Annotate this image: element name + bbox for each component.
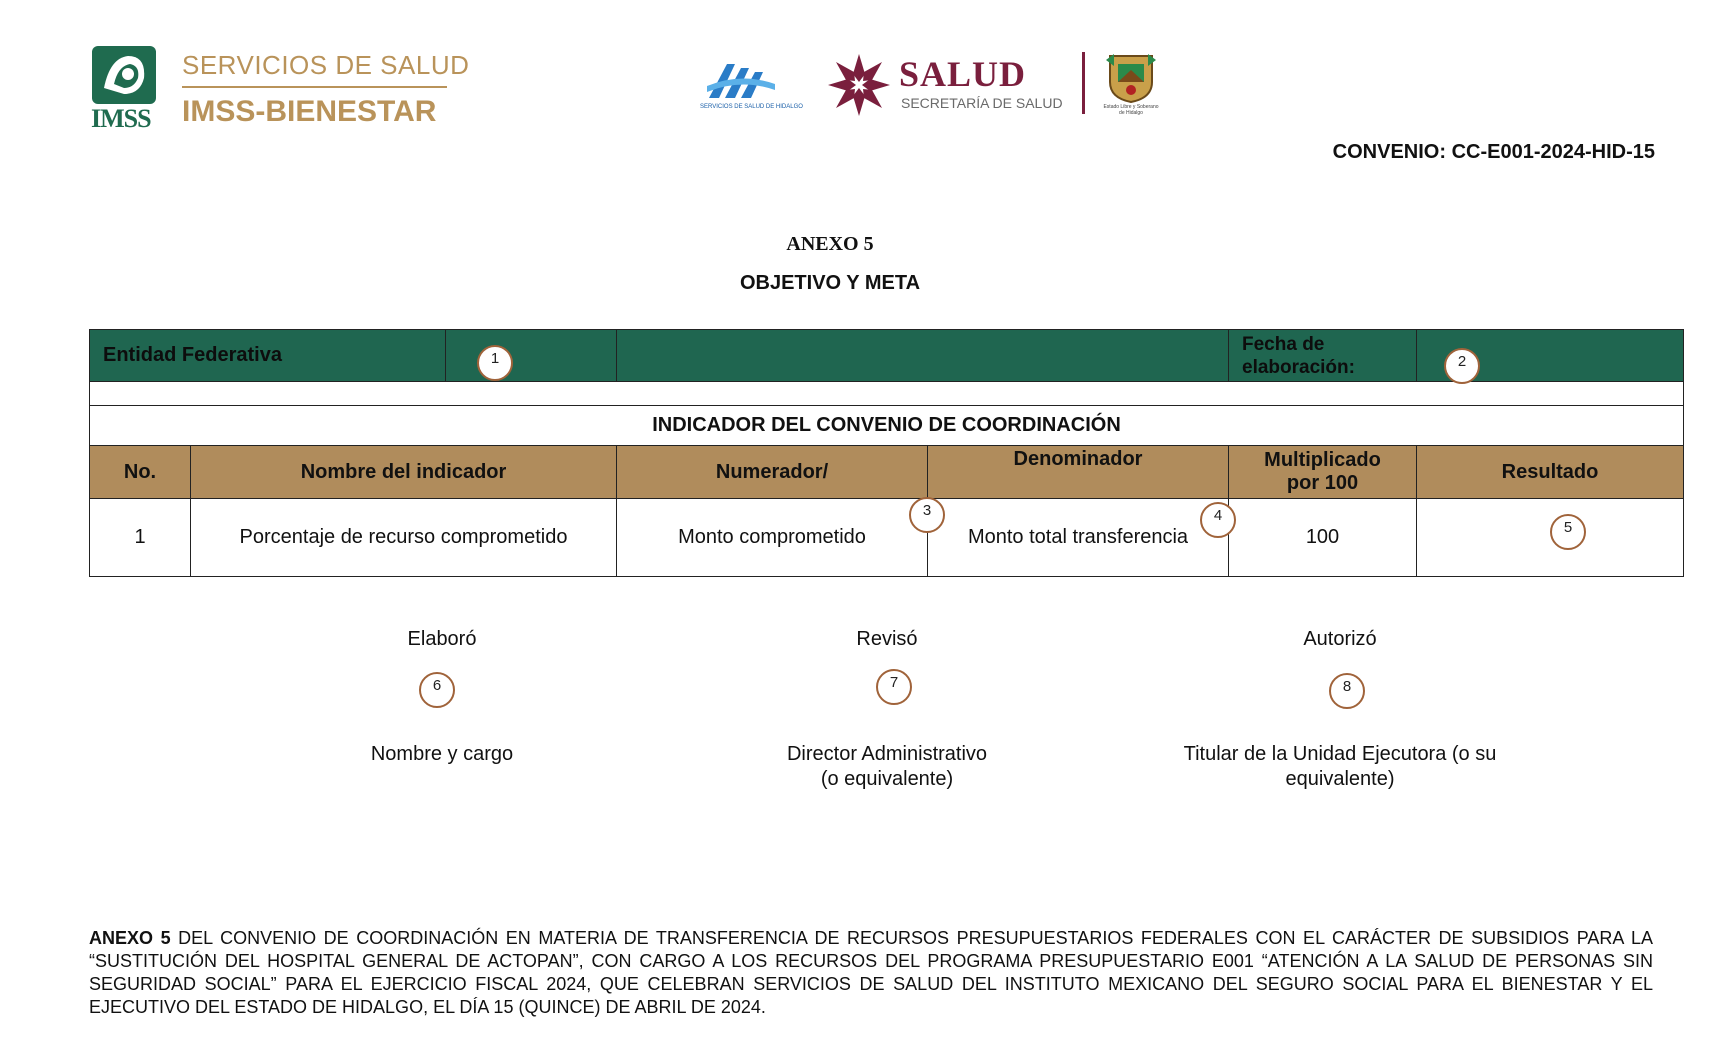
reviso-role (737, 742, 1037, 792)
marker-1: 1 (477, 345, 513, 381)
footer-lead: ANEXO 5 (89, 928, 171, 948)
spacer-cell (90, 382, 1684, 406)
imss-brand-divider (182, 86, 447, 88)
convenio-number: CONVENIO: CC-E001-2024-HID-15 (1332, 141, 1655, 163)
ssh-logo-icon (705, 58, 777, 104)
anexo-title: ANEXO 5 (786, 233, 874, 255)
elaboro-label: Elaboró (407, 628, 477, 650)
autorizo-role-line2: equivalente) (1285, 768, 1395, 790)
fecha-label-cell (1229, 330, 1417, 382)
header-no: No. (90, 446, 191, 499)
entidad-row (90, 330, 1684, 382)
reviso-role-line2: (o equivalente) (820, 768, 954, 790)
marker-2: 2 (1444, 348, 1480, 384)
header-denominador: Denominador (928, 446, 1229, 499)
header-resultado: Resultado (1417, 446, 1684, 499)
cell-nombre: Porcentaje de recurso comprometido (191, 499, 617, 577)
hidalgo-shield-icon (1104, 52, 1158, 104)
hidalgo-caption: Estado Libre y Soberano de Hidalgo (1103, 104, 1159, 116)
marker-4: 4 (1200, 502, 1236, 538)
marker-7: 7 (876, 669, 912, 705)
reviso-label: Revisó (856, 628, 918, 650)
fecha-label-line2: elaboración: (1242, 356, 1355, 378)
imss-wordmark: IMSS (91, 104, 151, 133)
header-nombre: Nombre del indicador (191, 446, 617, 499)
cell-denominador: Monto total transferencia (928, 499, 1229, 577)
indicador-title: INDICADOR DEL CONVENIO DE COORDINACIÓN (90, 406, 1684, 446)
logo-divider (1082, 52, 1085, 114)
cell-numerador: Monto comprometido (617, 499, 928, 577)
marker-5: 5 (1550, 514, 1586, 550)
salud-star-icon (826, 52, 892, 118)
imss-emblem-icon (90, 44, 160, 108)
footer-legal-text (89, 927, 1653, 1019)
entidad-label: Entidad Federativa (90, 330, 446, 381)
imss-brand-line2: IMSS-BIENESTAR (182, 95, 437, 128)
cell-multiplicado: 100 (1229, 499, 1417, 577)
header-multiplicado-line2: por 100 (1286, 472, 1359, 494)
reviso-role-line1: Director Administrativo (786, 743, 988, 765)
footer-body: DEL CONVENIO DE COORDINACIÓN EN MATERIA DE TRANSFERENCIA DE RECURSOS PRESUPUESTARIOS FEDERALES CON EL CARÁCTER DE SUBSIDIOS PARA LA “SUSTITUCIÓN DEL HOSPITAL GENERAL DE ACTOPAN”, CON CARGO A LOS RECURSOS DEL PROGRAMA PRESUPUESTARIO E001 “ATENCIÓN A LA SALUD DE PERSONAS SIN SEGURIDAD SOCIAL” PARA EL EJERCICIO FISCAL 2024, QUE CELEBRAN SERVICIOS DE SALUD DEL INSTITUTO MEXICANO DEL SEGURO SOCIAL PARA EL BIENESTAR Y EL EJECUTIVO DEL ESTADO DE HIDALGO, EL DÍA 15 (QUINCE) DE ABRIL DE 2024. (89, 928, 1653, 1017)
header-numerador: Numerador/ (617, 446, 928, 499)
table-row (90, 499, 1684, 577)
header-multiplicado (1229, 446, 1417, 499)
imss-brand-line1: SERVICIOS DE SALUD (182, 50, 470, 80)
header-row (90, 446, 1684, 499)
ssh-caption: SERVICIOS DE SALUD DE HIDALGO (700, 104, 803, 110)
salud-subtitle: SECRETARÍA DE SALUD (901, 95, 1063, 111)
objetivo-title: OBJETIVO Y META (739, 272, 921, 294)
marker-3: 3 (909, 497, 945, 533)
salud-wordmark: SALUD (899, 54, 1027, 94)
cell-no: 1 (90, 499, 191, 577)
autorizo-role-line1: Titular de la Unidad Ejecutora (o su (1183, 743, 1497, 765)
indicador-title-row (90, 406, 1684, 446)
entidad-value-cell[interactable] (617, 330, 1229, 382)
spacer-row (90, 382, 1684, 406)
autorizo-label: Autorizó (1303, 628, 1377, 650)
elaboro-role: Nombre y cargo (370, 743, 514, 765)
marker-8: 8 (1329, 673, 1365, 709)
fecha-label-line1: Fecha de (1242, 333, 1325, 355)
autorizo-role (1140, 742, 1540, 792)
header-multiplicado-line1: Multiplicado (1264, 449, 1381, 471)
marker-6: 6 (419, 672, 455, 708)
entidad-cell (90, 330, 617, 382)
